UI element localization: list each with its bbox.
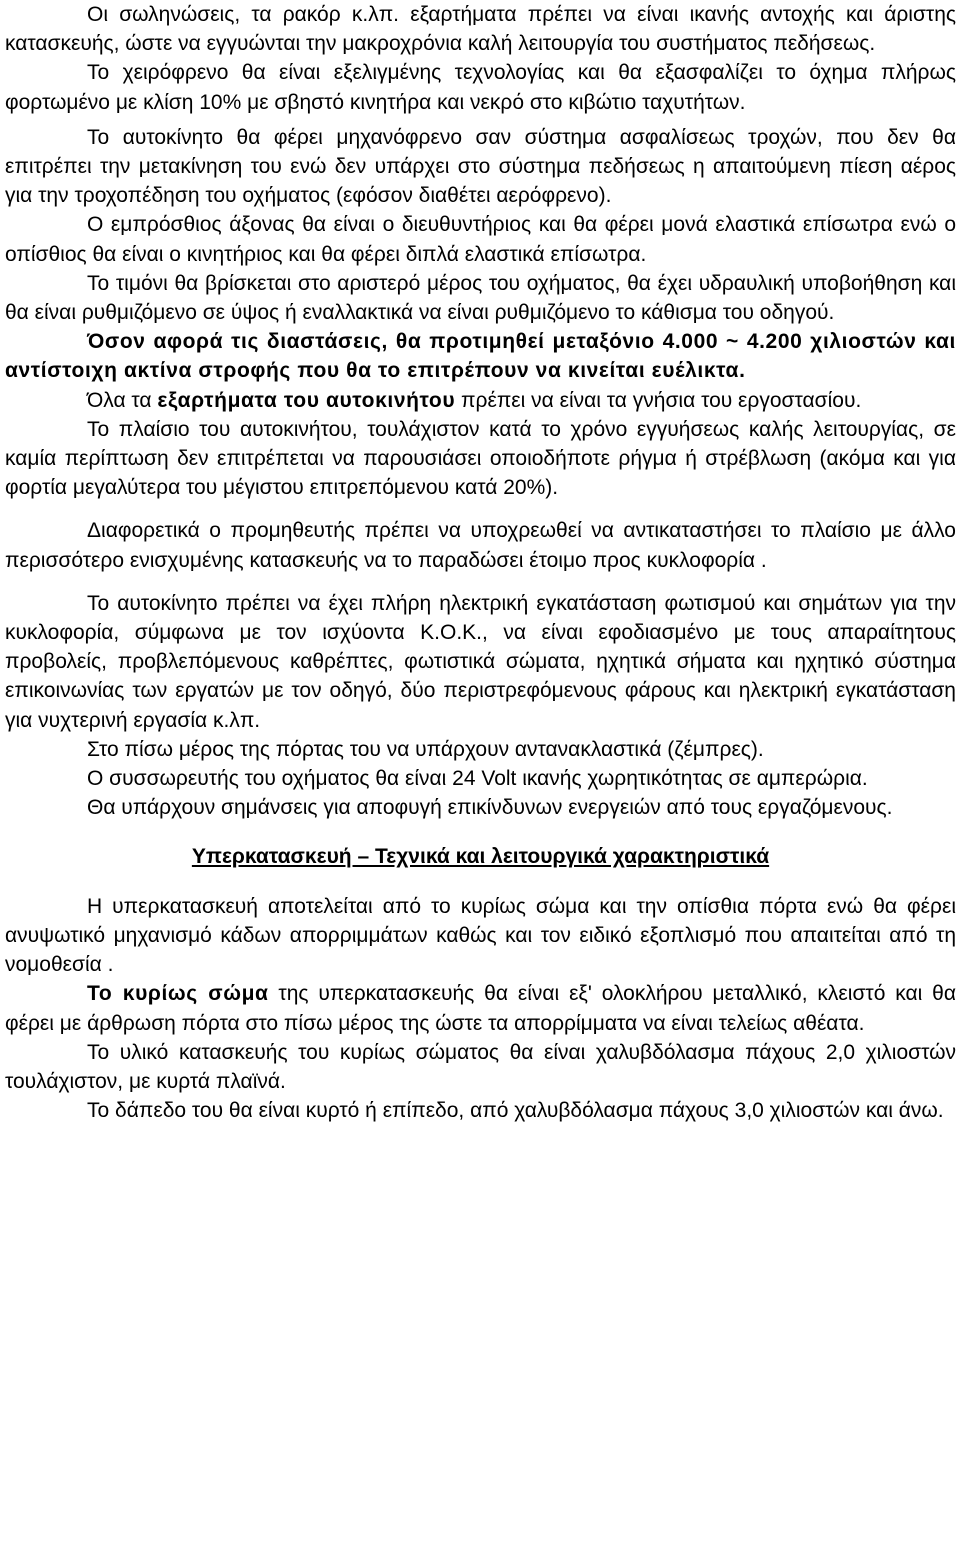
spacer — [5, 575, 956, 589]
paragraph-signage: Θα υπάρχουν σημάνσεις για αποφυγή επικίνδυνων ενεργειών από τους εργαζόμενους. — [87, 796, 893, 820]
paragraph-axles: Ο εμπρόσθιος άξονας θα είναι ο διευθυντήριος και θα φέρει μονά ελαστικά επίσωτρα ενώ ο οπίσθιος θα είναι ο κινητήριος και θα φέρει διπλά ελαστικά επίσωτρα. — [5, 213, 956, 266]
paragraph-parts-text-c: πρέπει να είναι τα γνήσια του εργοστασίου. — [455, 388, 862, 412]
paragraph-dimensions: Όσον αφορά τις διαστάσεις, θα προτιμηθεί μεταξόνιο 4.000 ~ 4.200 χιλιοστών και αντίστοιχη ακτίνα στροφής που θα το επιτρέπουν να κινείται ευέλικτα. — [5, 330, 956, 383]
spacer — [5, 872, 956, 892]
paragraph-reflectors: Στο πίσω μέρος της πόρτας του να υπάρχουν αντανακλαστικά (ζέμπρες). — [87, 737, 764, 761]
document-page — [5, 0, 956, 1125]
paragraph-piping: Οι σωληνώσεις, τα ρακόρ κ.λπ. εξαρτήματα πρέπει να είναι ικανής αντοχής και άριστης κατασκευής, ώστε να εγγυώνται την μακροχρόνια καλή λειτουργία του συστήματος πεδήσεως. — [5, 3, 956, 56]
paragraph-main-body-text: της υπερκατασκευής θα είναι εξ' ολοκλήρου μεταλλικό, κλειστό και θα φέρει με άρθρωση πόρτα στο πίσω μέρος της ώστε τα απορρίμματα να είναι τελείως αθέατα. — [5, 982, 956, 1035]
spacer — [5, 502, 956, 516]
paragraph-exhaust-brake: Το αυτοκίνητο θα φέρει μηχανόφρενο σαν σύστημα ασφαλίσεως τροχών, που δεν θα επιτρέπει την μετακίνηση του ενώ δεν υπάρχει στο σύστημα πεδήσεως η απαιτούμενη πίεση αέρος για την τροχοπέδηση του οχήματος (εφόσον διαθέτει αερόφρενο). — [5, 125, 956, 208]
paragraph-body-material: Το υλικό κατασκευής του κυρίως σώματος θα είναι χαλυβδόλασμα πάχους 2,0 χιλιοστών τουλάχιστον, με κυρτά πλαϊνά. — [5, 1040, 956, 1093]
paragraph-superstructure: Η υπερκατασκευή αποτελείται από το κυρίως σώμα και την οπίσθια πόρτα ενώ θα φέρει ανυψωτικό μηχανισμό κάδων απορριμμάτων καθώς και τον ειδικό εξοπλισμό που απαιτείται από τη νομοθεσία . — [5, 894, 956, 977]
paragraph-replacement: Διαφορετικά ο προμηθευτής πρέπει να υποχρεωθεί να αντικαταστήσει το πλαίσιο με άλλο περισσότερο ενισχυμένης κατασκευής να το παραδώσει έτοιμο προς κυκλοφορία . — [5, 519, 956, 572]
spacer — [5, 822, 956, 842]
paragraph-handbrake: Το χειρόφρενο θα είναι εξελιγμένης τεχνολογίας και θα εξασφαλίζει το όχημα πλήρως φορτωμένο με κλίση 10% με σβηστό κινητήρα και νεκρό στο κιβώτιο ταχυτήτων. — [5, 61, 956, 114]
paragraph-battery: Ο συσσωρευτής του οχήματος θα είναι 24 Volt ικανής χωρητικότητας σε αμπερώρια. — [87, 767, 868, 791]
paragraph-main-body-bold: Το κυρίως σώμα — [87, 982, 269, 1006]
paragraph-chassis: Το πλαίσιο του αυτοκινήτου, τουλάχιστον κατά το χρόνο εγγυήσεως καλής λειτουργίας, σε καμία περίπτωση δεν επιτρέπεται να παρουσιάσει οποιοδήποτε ρήγμα ή στρέβλωση (ακόμα και για φορτία μεγαλύτερα του μέγιστου επιτρεπόμενου κατά 20%). — [5, 417, 956, 500]
paragraph-main-body — [5, 979, 956, 1037]
section-heading: Υπερκατασκευή – Τεχνικά και λειτουργικά χαρακτηριστικά — [191, 845, 770, 869]
paragraph-parts — [5, 386, 956, 415]
paragraph-parts-bold: εξαρτήματα του αυτοκινήτου — [157, 388, 456, 412]
paragraph-steering: Το τιμόνι θα βρίσκεται στο αριστερό μέρος του οχήματος, θα έχει υδραυλική υποβοήθηση και θα είναι ρυθμιζόμενο σε ύψος ή εναλλακτικά να είναι ρυθμιζόμενο το κάθισμα του οδηγού. — [5, 271, 956, 325]
paragraph-floor: Το δάπεδο του θα είναι κυρτό ή επίπεδο, από χαλυβδόλασμα πάχους 3,0 χιλιοστών και άνω. — [87, 1099, 944, 1123]
paragraph-parts-text-a: Όλα τα — [87, 388, 158, 412]
paragraph-electrical: Το αυτοκίνητο πρέπει να έχει πλήρη ηλεκτρική εγκατάσταση φωτισμού και σημάτων για την κυκλοφορία, σύμφωνα με τον ισχύοντα Κ.Ο.Κ., να είναι εφοδιασμένο με τους απαραίτητους προβολείς, προβλεπόμενους καθρέπτες, φωτιστικά σώματα, ηχητικά σήματα και ηχητικό σύστημα επικοινωνίας των εργατών με τον οδηγό, δύο περιστρεφόμενους φάρους και ηλεκτρική εγκατάσταση για νυχτερινή εργασία κ.λπ. — [5, 591, 956, 732]
